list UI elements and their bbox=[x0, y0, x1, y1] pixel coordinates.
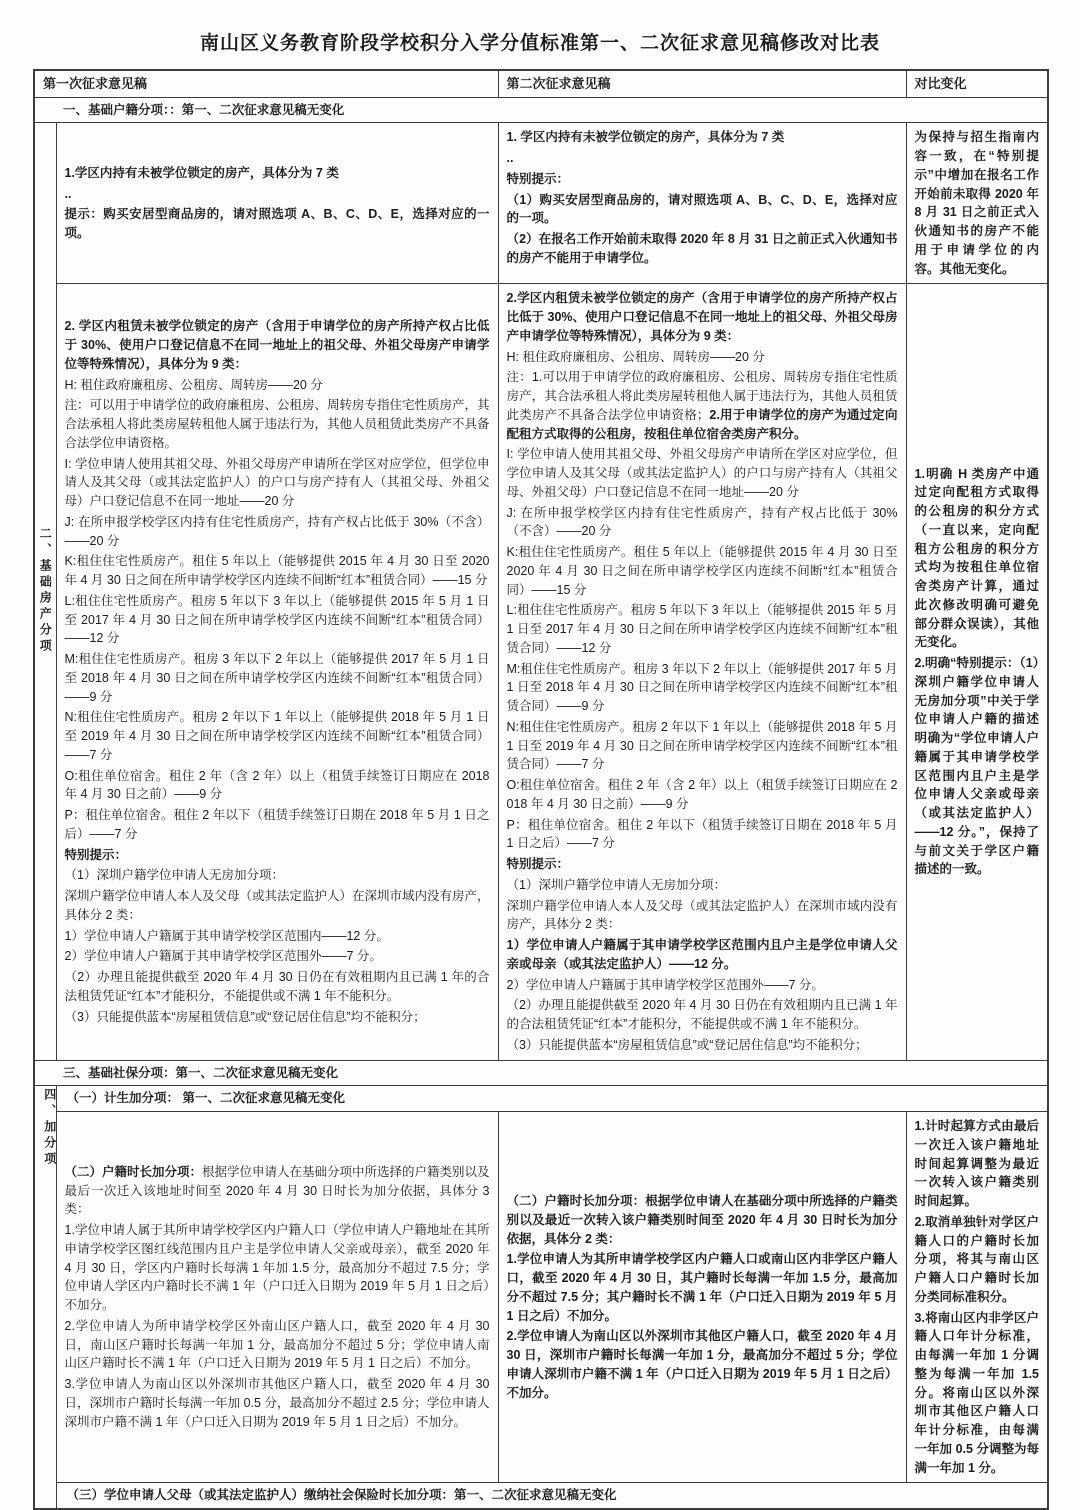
row-hukou-duration bbox=[34, 1112, 1048, 1483]
cell-rented-draft1: 2. 学区内租赁未被学位锁定的房产（含用于申请学位的房产所持产权占比低于 30%、使用户口登记信息不在同一地址上的祖父母、外祖父母房产申请学位等特殊情况），具体分为 9 类： H: 租住政府廉租房、公租房、周转房——20 分 注：可以用于申请学位的政府廉租房、公租房、周转房专指住宅性质房产，其合法承租人将此类房屋转租他人属于违法行为，其他人员租赁此类房产不具备合法学位申请资格。 I: 学位申请人使用其祖父母、外祖父母房产申请所在学区对应学位，但学位申请人及其父母（或其法定监护人）的户口与房产持有人（其祖父母、外祖父母）户口登记信息不在同一地址——20 分 J: 在所申报学校学区内持有住宅性质房产，持有产权占比低于 30%（不含）——20 分 K:租住住宅性质房产。租住 5 年以上（能够提供 2015 年 4 月 30 日至 2020 年 4 月 30 日之间在所申请学校学区内连续不间断“红本”租赁合同）——15 分 L:租住住宅性质房产。租房 5 年以下 3 年以上（能够提供 2015 年 5 月 1 日至 2017 年 4 月 30 日之间在所申请学校学区内连续不间断“红本”租赁合同）——12 分 M:租住住宅性质房产。租房 3 年以下 2 年以上（能够提供 2017 年 5 月 1 日至 2018 年 4 月 30 日之间在所申请学校学区内连续不间断“红本”租赁合同）——9 分 N:租住住宅性质房产。租房 2 年以下 1 年以上（能够提供 2018 年 5 月 1 日至 2019 年 4 月 30 日之间在所申请学校学区内连续不间断“红本”租赁合同）——7 分 O:租住单位宿舍。租住 2 年（含 2 年）以上（租赁手续签订日期应在 2018 年 4 月 30 日之前）——9 分 P：租住单位宿舍。租住 2 年以下（租赁手续签订日期在 2018 年 5 月 1 日之后）——7 分 特别提示： （1）深圳户籍学位申请人无房加分项： 深圳户籍学位申请人本人及父母（或其法定监护人）在深圳市域内没有房产，具体分 2 类： 1）学位申请人户籍属于其申请学校学区范围内——12 分。 2）学位申请人户籍属于其申请学校学区范围外——7 分。 （2）办理且能提供截至 2020 年 4 月 30 日仍在有效租期内且已满 1 年的合法租赁凭证“红本”才能积分，不能提供或不满 1 年不能积分。 （3）只能提供蓝本“房屋租赁信息”或“登记居住信息”均不能积分； bbox=[56, 284, 498, 1060]
section-row-hukou-base bbox=[34, 97, 1048, 123]
section-label-shebao-duration: （三）学位申请人父母（或其法定监护人）缴纳社会保险时长加分项：第一、二次征求意见稿无变化 bbox=[56, 1483, 1048, 1509]
page-title: 南山区义务教育阶段学校积分入学分值标准第一、二次征求意见稿修改对比表 bbox=[199, 33, 880, 54]
column-header-draft2: 第二次征求意见稿 bbox=[498, 70, 906, 97]
section-label-shebao-base: 三、基础社保分项：第一、二次征求意见稿无变化 bbox=[34, 1060, 1048, 1086]
group-label-housing: 二、基础房产分项 bbox=[34, 123, 56, 1060]
column-header-changes: 对比变化 bbox=[906, 70, 1048, 97]
cell-hukou-duration-draft2: （二）户籍时长加分项：根据学位申请人在基础分项中所选择的户籍类别以及最近一次转入该户籍类别时间至 2020 年 4 月 30 日时长为加分依据，具体分 2 类： 1.学位申请人为其所申请学校学区内户籍人口或南山区内非学区户籍人口，截至 2020 年 4 月 30 日，其户籍时长每满一年加 1.5 分，最高加分不超过 7.5 分；其户籍时长不满 1 年（户口迁入日期为 2019 年 5 月 1 日之后）不加分。 2.学位申请人为南山区以外深圳市其他区户籍人口，截至 2020 年 4 月 30 日，深圳市户籍时长每满一年加 1 分，最高加分不超过 5 分；学位申请人深圳市户籍不满 1 年（户口迁入日期为 2019 年 5 月 1 日之后）不加分。 bbox=[498, 1112, 906, 1483]
row-owned-property bbox=[34, 123, 1048, 284]
cell-owned-draft1: 1.学区内持有未被学位锁定的房产，具体分为 7 类 .. 提示：购买安居型商品房的，请对照选项 A、B、C、D、E，选择对应的一项。 bbox=[56, 123, 498, 284]
cell-hukou-duration-changes: 1.计时起算方式由最后一次迁入该户籍地址时间起算调整为最近一次转入该户籍类别时间起算。 2.取消单独针对学区户籍人口的户籍时长加分项，将其与南山区户籍人口户籍时长加分类同标准积分。 3.将南山区内非学区户籍人口年计分标准，由每满一年加 1 分调整为每满一年加 1.5 分。将南山区以外深圳市其他区户籍人口年计分标准，由每满一年加 0.5 分调整为每满一年加 1 分。 bbox=[906, 1112, 1048, 1483]
cell-rented-changes: 1.明确 H 类房产中通过定向配租方式取得的公租房的积分方式（一直以来，定向配租方公租房的积分方式均为按租住单位宿舍类房产计算，通过此次修改明确可避免部分群众误读），其他无变化。 2.明确“特别提示：（1）深圳户籍学位申请人无房加分项”中关于学位申请人户籍的描述明确为“学位申请人户籍属于其申请学校学区范围内且户主是学位申请人父亲或母亲（或其法定监护人）——12 分。”，保持了与前文关于学区户籍描述的一致。 bbox=[906, 284, 1048, 1060]
row-rented-property bbox=[34, 284, 1048, 1060]
section-label-jisheng: （一）计生加分项： 第一、二次征求意见稿无变化 bbox=[56, 1086, 1048, 1112]
cell-owned-draft2: 1. 学区内持有未被学位锁定的房产，具体分为 7 类 .. 特别提示： （1）购买安居型商品房的，请对照选项 A、B、C、D、E，选择对应的一项。 （2）在报名工作开始前未取得 2020 年 8 月 31 日之前正式入伙通知书的房产不能用于申请学位。 bbox=[498, 123, 906, 284]
comparison-table bbox=[33, 69, 1049, 1510]
header-row bbox=[34, 70, 1048, 97]
cell-hukou-duration-draft1: （二）户籍时长加分项：根据学位申请人在基础分项中所选择的户籍类别以及最后一次迁入该地址时间至 2020 年 4 月 30 日时长为加分依据，具体分 3 类： 1.学位申请人属于其所申请学校学区内户籍人口（学位申请人户籍地址在其所申请学校学区图红线范围内且户主是学位申请人父亲或母亲），截至 2020 年 4 月 30 日，学区内户籍时长每满 1 年加 1.5 分，最高加分不超过 7.5 分；学位申请人学区内户籍时长不满 1 年（户口迁入日期为 2019 年 5 月 1 日之后）不加分。 2.学位申请人为所申请学校学区外南山区户籍人口，截至 2020 年 4 月 30 日，南山区户籍时长每满一年加 1 分，最高加分不超过 5 分；学位申请人南山区户籍时长不满 1 年（户口迁入日期为 2019 年 5 月 1 日之后）不加分。 3.学位申请人为南山区以外深圳市其他区户籍人口，截至 2020 年 4 月 30 日，深圳市户籍时长每满一年加 0.5 分，最高加分不超过 2.5 分；学位申请人深圳市户籍不满 1 年（户口迁入日期为 2019 年 5 月 1 日之后）不加分。 bbox=[56, 1112, 498, 1483]
section-row-shebao-base bbox=[34, 1060, 1048, 1086]
row-jisheng-bonus bbox=[34, 1086, 1048, 1112]
section-label-hukou-base: 一、基础户籍分项：：第一、二次征求意见稿无变化 bbox=[34, 97, 1048, 123]
group-label-bonus: 四、加分项 bbox=[34, 1086, 56, 1509]
cell-rented-draft2: 2.学区内租赁未被学位锁定的房产（含用于申请学位的房产所持产权占比低于 30%、使用户口登记信息不在同一地址上的祖父母、外祖父母房产申请学位等特殊情况），具体分为 9 类： H: 租住政府廉租房、公租房、周转房——20 分 注：1.可以用于申请学位的政府廉租房、公租房、周转房专指住宅性质房产，其合法承租人将此类房屋转租他人属于违法行为，其他人员租赁此类房产不具备合法学位申请资格；2.用于申请学位的房产为通过定向配租方式取得的公租房，按租住单位宿舍类房产积分。 I: 学位申请人使用其祖父母、外祖父母房产申请所在学区对应学位，但学位申请人及其父母（或其法定监护人）的户口与房产持有人（其祖父母、外祖父母）户口登记信息不在同一地址——20 分 J: 在所申报学校学区内持有住宅性质房产，持有产权占比低于 30%（不含）——20 分 K:租住住宅性质房产。租住 5 年以上（能够提供 2015 年 4 月 30 日至 2020 年 4 月 30 日之间在所申请学校学区内连续不间断“红本”租赁合同）——15 分 L:租住住宅性质房产。租房 5 年以下 3 年以上（能够提供 2015 年 5 月 1 日至 2017 年 4 月 30 日之间在所申请学校学区内连续不间断“红本”租赁合同）——12 分 M:租住住宅性质房产。租房 3 年以下 2 年以上（能够提供 2017 年 5 月 1 日至 2018 年 4 月 30 日之间在所申请学校学区内连续不间断“红本”租赁合同）——9 分 N:租住住宅性质房产。租房 2 年以下 1 年以上（能够提供 2018 年 5 月 1 日至 2019 年 4 月 30 日之间在所申请学校学区内连续不间断“红本”租赁合同）——7 分 O:租住单位宿舍。租住 2 年（含 2 年）以上（租赁手续签订日期应在 2018 年 4 月 30 日之前）——9 分 P：租住单位宿舍。租住 2 年以下（租赁手续签订日期在 2018 年 5 月 1 日之后）——7 分 特别提示： （1）深圳户籍学位申请人无房加分项： 深圳户籍学位申请人本人及父母（或其法定监护人）在深圳市域内没有房产，具体分 2 类： 1）学位申请人户籍属于其申请学校学区范围内且户主是学位申请人父亲或母亲（或其法定监护人）——12 分。 2）学位申请人户籍属于其申请学校学区范围外——7 分。 （2）办理且能提供截至 2020 年 4 月 30 日仍在有效租期内且已满 1 年的合法租赁凭证“红本”才能积分，不能提供或不满 1 年不能积分。 （3）只能提供蓝本“房屋租赁信息”或“登记居住信息”均不能积分； bbox=[498, 284, 906, 1060]
cell-owned-changes: 为保持与招生指南内容一致，在“特别提示”中增加在报名工作开始前未取得 2020 年 8 月 31 日之前正式入伙通知书的房产不能用于申请学位的内容。其他无变化。 bbox=[906, 123, 1048, 284]
row-shebao-duration bbox=[34, 1483, 1048, 1509]
column-header-draft1: 第一次征求意见稿 bbox=[34, 70, 498, 97]
